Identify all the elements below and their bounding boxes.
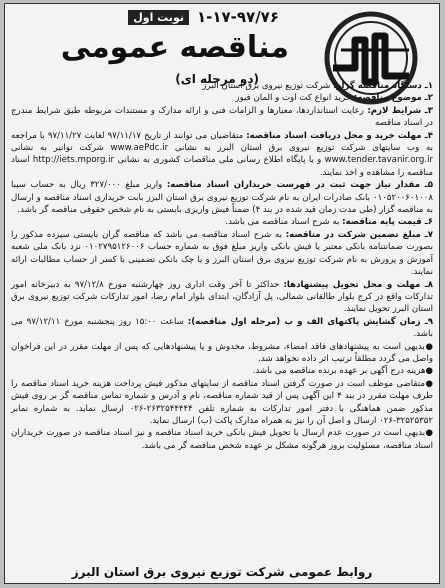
section-item: ●متقاضی موظف است در صورت گرفتن اسناد مناقصه از سایتهای مذکور فیش پرداخت هزینه خرید اسناد مناقصه را طرف مهلت مقرر در بند ۴ این آگهی پس از قید شماره مناقصه، نام و آدرس و شماره تماس مناقصه گر بر روی فیش مذکور ضمن هماهنگی با دفتر امور تدارکات به شماره تلفن ۲۶۳۲۵۴۴۴۴۴-۰۲۶ ارسال نماید. به شماره نمابر ۳۲۵۲۵۳۵۲-۰۲۶ ارسال و اصل آن را نیز به همراه مدارک پاکت (ب) ارسال نماید. — [11, 378, 434, 426]
section-item: ۵ـ مقدار نیاز جهت ثبت در فهرست خریداران اسناد مناقصه: واریز مبلغ ۳۲۷/۰۰۰ ریال به حساب سیبا ۰۱۰۵۲۰۰۶۰۱۰۰۸ بانک صادرات ایران به نام شرکت توزیع نیروی برق استان البرز بابت خریداری اسناد مناقصه و ارسال به مناقصه گزار (طی مدت زمان قید شده در بند ۴) ضمناً فیش واریزی بایستی به نام شخص حقوقی مناقصه گر باشد. — [11, 180, 433, 216]
footer-signature: روابط عمومی شرکت توزیع نیروی برق استان البرز — [71, 565, 373, 579]
section-item: ●بدیهی است در صورت عدم ارسال یا تحویل فیش بانکی خرید اسناد مناقصه و نیز اسناد مناقصه در صورت خریداران اسناد مناقصه، مسئولیت بروز هرگونه مشکل بر عهده شخص مناقصه گر می باشد. — [11, 428, 433, 451]
notice-body — [11, 80, 433, 452]
section-item: ۴ـ مهلت خرید و محل دریافت اسناد مناقصه: متقاضیان می توانند از تاریخ ۹۷/۱۱/۱۷ لغایت ۹۷/۱۱/۲۷ با مراجعه به وب سایتهای شرکت توزیع نیروی برق استان البرز به نشانی www.aePdc.ir شرکت توانیر به نشانی www.tender.tavanir.org.ir و یا پایگاه اطلاع رسانی ملی مناقصات کشوری به نشانی http://iets.mporg.ir اسناد مناقصه را مشاهده و اخذ نمایند. — [11, 130, 434, 178]
section-item: ۷ـ مبلغ تضمین شرکت در مناقصه: به شرح اسناد مناقصه می باشد که مناقصه گران بایستی سپرده مذکور را بصورت ضمانتنامه بانکی معتبر یا فیش بانکی واریز مبلغ فوق به شماره حساب ۰۱۰۲۷۹۵۱۲۶۰۰۶ نزد بانک ملی شعبه آموزش و پرورش به نام شرکت توزیع نیروی برق استان البرز و یا چک بانکی تضمینی با کسر از حساب مطالبات ارائه نمایند. — [11, 229, 434, 278]
section-item: ۸ـ مهلت و محل تحویل پیشنهادها: حداکثر تا آخر وقت اداری روز چهارشنبه مورخ ۹۷/۱۲/۸ به دبیرخانه امور تدارکات واقع در کرج بلوار طالقانی شمالی، پل آزادگان، ابتدای بلوار امام رضا، امور تدارکات شرکت توزیع نیروی برق استان البرز تحویل نمایند. — [11, 279, 433, 315]
notice-code: ۱-۱۷-۹۷/۷۶ — [196, 8, 279, 26]
tender-notice — [4, 3, 440, 584]
section-item: ۱ـ دستگاه مناقصه گزار: شرکت توزیع نیروی برق استان البرز — [202, 81, 433, 91]
page-title: مناقصه عمومی — [60, 30, 289, 65]
section-item: ۹ـ زمان گشایش پاکتهای الف و ب (مرحله اول مناقصه): ساعت ۱۵:۰۰ روز پنجشنبه مورخ ۹۷/۱۲/۱۱ می باشد. — [11, 316, 433, 340]
section-item: ۳ـ شرایط لازم: رعایت استانداردها، معیارها و الزامات فنی و ارائه مدارک و مستندات مربوطه طبق شرایط مندرج در اسناد مناقصه — [11, 105, 433, 129]
section-item: ۲ـ موضوع مناقصه: خرید انواع کت اوت و المان فیوز — [235, 93, 433, 104]
section-item: ۶ـ قیمت پایه مناقصه: به شرح اسناد مناقصه می باشد. — [225, 217, 433, 228]
round-badge: نوبت اول — [128, 10, 189, 25]
section-item: ●هزینه درج آگهی بر عهده برنده مناقصه می باشد. — [252, 366, 433, 377]
section-item: ●بدیهی است به پیشنهادهای فاقد امضاء، مشروط، مخدوش و یا پیشنهادهایی که پس از مهلت مقرر در این فراخوان واصل می گردد مطلقاً ترتیب اثر داده نخواهد شد. — [11, 341, 433, 364]
stage-label: (دو مرحله ای) — [175, 72, 259, 86]
